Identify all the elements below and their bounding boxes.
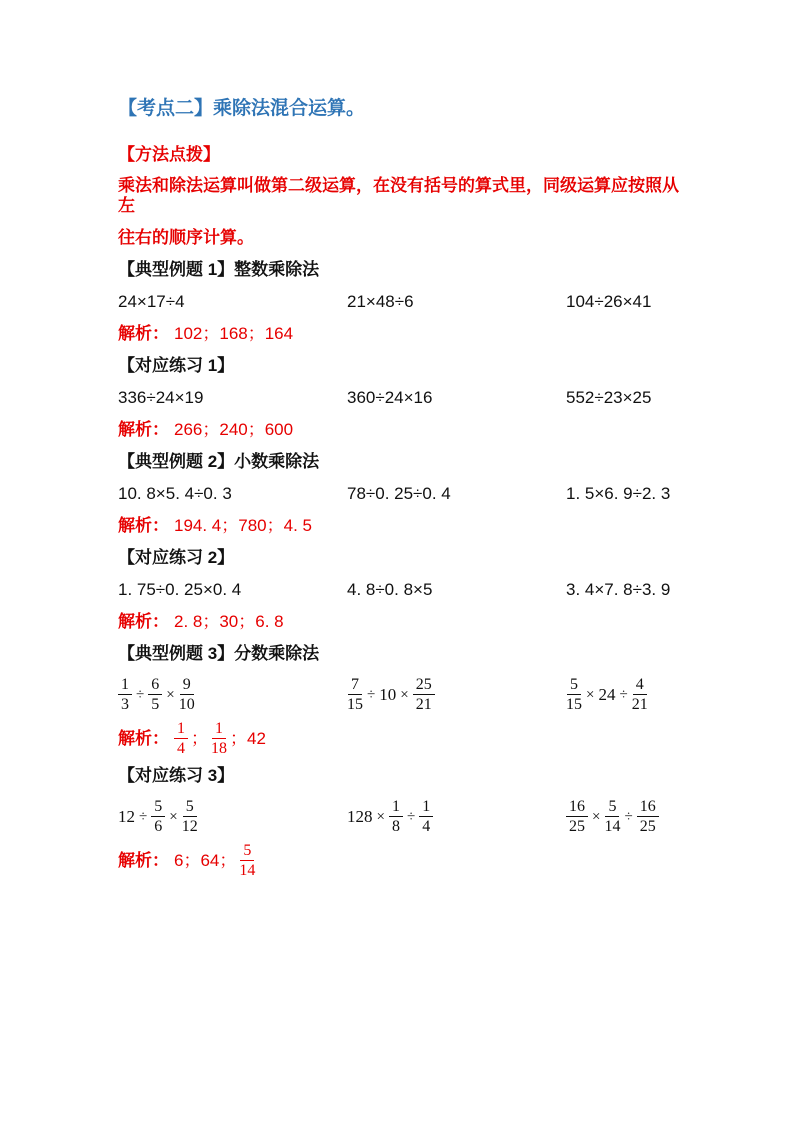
math-text: 21×48÷6: [347, 292, 414, 311]
math-expression: [118, 798, 347, 835]
math-operator: ÷: [139, 808, 148, 825]
answer-values: [174, 842, 255, 879]
answer-line: [118, 420, 683, 440]
math-text: 6；64；: [174, 850, 237, 870]
math-operator: ×: [586, 686, 595, 703]
math-operator: ×: [376, 808, 385, 825]
math-expression: [347, 580, 566, 600]
answer-values: [174, 324, 293, 344]
fraction: $\frac{6}{5}$: [148, 676, 162, 713]
answer-label: 解析：: [118, 516, 169, 535]
answer-values: [174, 516, 312, 536]
math-operator: ×: [592, 808, 601, 825]
fraction: $\frac{16}{25}$: [637, 798, 659, 835]
section-header: 【对应练习 2】: [118, 548, 235, 567]
fraction: $\frac{16}{25}$: [566, 798, 588, 835]
math-text: 24×17÷4: [118, 292, 185, 311]
fraction: $\frac{1}{18}$: [211, 720, 227, 757]
math-expression: [347, 388, 566, 408]
math-text: 78÷0. 25÷0. 4: [347, 484, 451, 503]
math-expression: [566, 798, 683, 835]
math-expression: [118, 580, 347, 600]
method-text-line1: 乘法和除法运算叫做第二级运算，在没有括号的算式里，同级运算应按照从左: [118, 176, 679, 215]
answer-values: [174, 420, 293, 440]
math-text: 102；168；164: [174, 324, 294, 343]
fraction: $\frac{5}{15}$: [566, 676, 582, 713]
problems-row: [118, 798, 683, 835]
fraction: $\frac{4}{21}$: [631, 676, 648, 713]
section-example-2: [118, 452, 683, 536]
math-text: 2. 8；30；6. 8: [174, 612, 284, 631]
fraction: $\frac{1}{4}$: [174, 720, 188, 757]
section-practice-1: [118, 356, 683, 440]
answer-line: [118, 516, 683, 536]
math-text: 552÷23×25: [566, 388, 652, 407]
answer-values: [174, 720, 266, 757]
problems-row: [118, 292, 683, 312]
answer-label: 解析：: [118, 850, 169, 870]
math-text: 1. 75÷0. 25×0. 4: [118, 580, 242, 599]
math-expression: [347, 292, 566, 312]
answer-values: [174, 612, 284, 632]
page-title: 【考点二】乘除法混合运算。: [118, 98, 366, 119]
math-expression: [347, 798, 566, 835]
fraction: $\frac{5}{14}$: [239, 842, 256, 879]
math-expression: [347, 676, 566, 713]
math-text: ；42: [230, 728, 266, 748]
math-expression: [566, 580, 683, 600]
math-operator: ÷: [136, 686, 145, 703]
math-text: 10. 8×5. 4÷0. 3: [118, 484, 232, 503]
math-expression: [118, 676, 347, 713]
section-example-3: [118, 644, 683, 757]
math-text: 3. 4×7. 8÷3. 9: [566, 580, 671, 599]
math-text: 336÷24×19: [118, 388, 204, 407]
fraction: $\frac{5}{6}$: [151, 798, 165, 835]
answer-line: [118, 842, 683, 879]
math-operator: ×: [169, 808, 178, 825]
section-example-1: [118, 260, 683, 344]
section-header: 【典型例题 3】分数乘除法: [118, 644, 320, 663]
problems-row: [118, 388, 683, 408]
math-expression: [566, 292, 683, 312]
fraction: $\frac{5}{14}$: [604, 798, 621, 835]
section-header: 【对应练习 3】: [118, 766, 235, 785]
math-operator: ÷: [624, 808, 633, 825]
answer-line: [118, 612, 683, 632]
fraction: $\frac{1}{3}$: [118, 676, 132, 713]
problems-row: [118, 580, 683, 600]
fraction: $\frac{5}{12}$: [181, 798, 198, 835]
math-text: 104÷26×41: [566, 292, 652, 311]
fraction: $\frac{1}{8}$: [389, 798, 403, 835]
math-expression: [118, 292, 347, 312]
section-header: 【典型例题 1】整数乘除法: [118, 260, 320, 279]
math-text: 4. 8÷0. 8×5: [347, 580, 433, 599]
section-header: 【对应练习 1】: [118, 356, 235, 375]
math-expression: [347, 484, 566, 504]
math-operator: ÷: [367, 686, 376, 703]
problems-row: [118, 676, 683, 713]
math-operator: ×: [166, 686, 175, 703]
answer-label: 解析：: [118, 612, 169, 631]
section-practice-3: [118, 766, 683, 879]
section-practice-2: [118, 548, 683, 632]
method-header: 【方法点拨】: [118, 145, 220, 164]
answer-label: 解析：: [118, 728, 169, 748]
math-text: 266；240；600: [174, 420, 294, 439]
math-expression: [118, 388, 347, 408]
math-expression: [566, 676, 683, 713]
math-expression: [566, 484, 683, 504]
answer-label: 解析：: [118, 324, 169, 343]
fraction: $\frac{25}{21}$: [413, 676, 435, 713]
problems-row: [118, 484, 683, 504]
math-text: 24: [598, 684, 616, 704]
section-header: 【典型例题 2】小数乘除法: [118, 452, 320, 471]
fraction: $\frac{1}{4}$: [419, 798, 433, 835]
math-text: 128: [347, 806, 373, 826]
math-operator: ÷: [619, 686, 628, 703]
fraction: $\frac{9}{10}$: [178, 676, 195, 713]
math-text: ；: [191, 728, 208, 748]
math-operator: ÷: [406, 808, 416, 825]
answer-line: [118, 720, 683, 757]
math-text: 194. 4；780；4. 5: [174, 516, 312, 535]
math-text: 1. 5×6. 9÷2. 3: [566, 484, 671, 503]
math-text: 12: [118, 806, 135, 826]
math-text: 10: [379, 684, 397, 704]
method-text-line2: 往右的顺序计算。: [118, 228, 254, 247]
answer-line: [118, 324, 683, 344]
math-expression: [118, 484, 347, 504]
fraction: $\frac{7}{15}$: [347, 676, 363, 713]
math-operator: ×: [400, 686, 409, 703]
answer-label: 解析：: [118, 420, 169, 439]
math-text: 360÷24×16: [347, 388, 433, 407]
math-expression: [566, 388, 683, 408]
